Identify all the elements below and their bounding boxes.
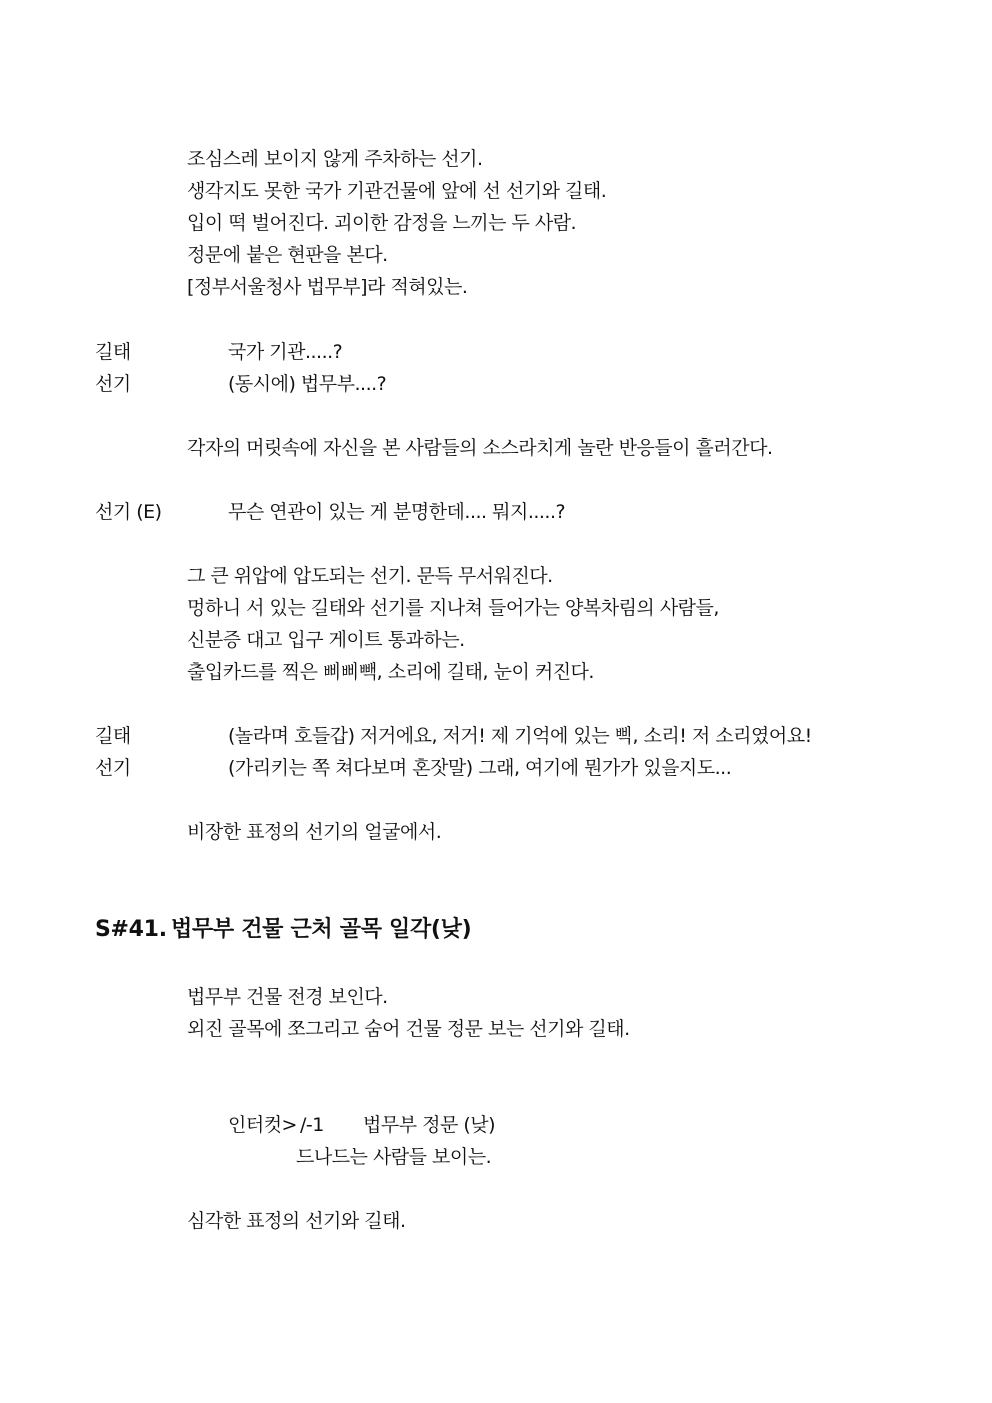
action-line: 출입카드를 찍은 삐삐빽, 소리에 길태, 눈이 커진다. — [187, 661, 594, 683]
action-line: 멍하니 서 있는 길태와 선기를 지나쳐 들어가는 양복차림의 사람들, — [187, 597, 719, 619]
action-line: [정부서울청사 법무부]라 적혀있는. — [187, 276, 468, 298]
action-line: 조심스레 보이지 않게 주차하는 선기. — [187, 148, 483, 170]
scene-number: S#41. — [95, 917, 167, 942]
action-line: 각자의 머릿속에 자신을 본 사람들의 소스라치게 놀란 반응들이 흘러간다. — [187, 437, 773, 459]
intercut-number: /-1 — [300, 1114, 324, 1136]
action-line: 신분증 대고 입구 게이트 통과하는. — [187, 629, 465, 651]
speaker-name: 선기 — [95, 757, 131, 779]
action-line: 비장한 표정의 선기의 얼굴에서. — [187, 821, 442, 843]
action-line: 심각한 표정의 선기와 길태. — [187, 1210, 406, 1232]
speaker-name: 길태 — [95, 725, 131, 747]
dialogue-line: (놀라며 호들갑) 저거에요, 저거! 제 기억에 있는 삑, 소리! 저 소리였어요! — [228, 725, 812, 747]
action-line: 법무부 건물 전경 보인다. — [187, 986, 388, 1008]
action-line: 외진 골목에 쪼그리고 숨어 건물 정문 보는 선기와 길태. — [187, 1018, 630, 1040]
action-line: 생각지도 못한 국가 기관건물에 앞에 선 선기와 길태. — [187, 180, 607, 202]
dialogue-line: (동시에) 법무부....? — [228, 373, 387, 395]
intercut-location: 법무부 정문 (낮) — [363, 1114, 496, 1136]
action-line: 그 큰 위압에 압도되는 선기. 문득 무서워진다. — [187, 565, 553, 587]
dialogue-line: (가리키는 쪽 쳐다보며 혼잣말) 그래, 여기에 뭔가가 있을지도... — [228, 757, 732, 779]
dialogue-line: 국가 기관.....? — [228, 341, 343, 363]
scene-title: 법무부 건물 근처 골목 일각(낮) — [171, 917, 472, 942]
scene-heading — [95, 916, 471, 944]
action-line: 입이 떡 벌어진다. 괴이한 감정을 느끼는 두 사람. — [187, 212, 577, 234]
intercut-description: 드나드는 사람들 보이는. — [296, 1146, 492, 1168]
speaker-name: 선기 (E) — [95, 501, 162, 523]
intercut-label: 인터컷> — [228, 1114, 297, 1136]
speaker-name: 길태 — [95, 341, 131, 363]
speaker-name: 선기 — [95, 373, 131, 395]
dialogue-line: 무슨 연관이 있는 게 분명한데.... 뭐지.....? — [228, 501, 566, 523]
action-line: 정문에 붙은 현판을 본다. — [187, 244, 388, 266]
